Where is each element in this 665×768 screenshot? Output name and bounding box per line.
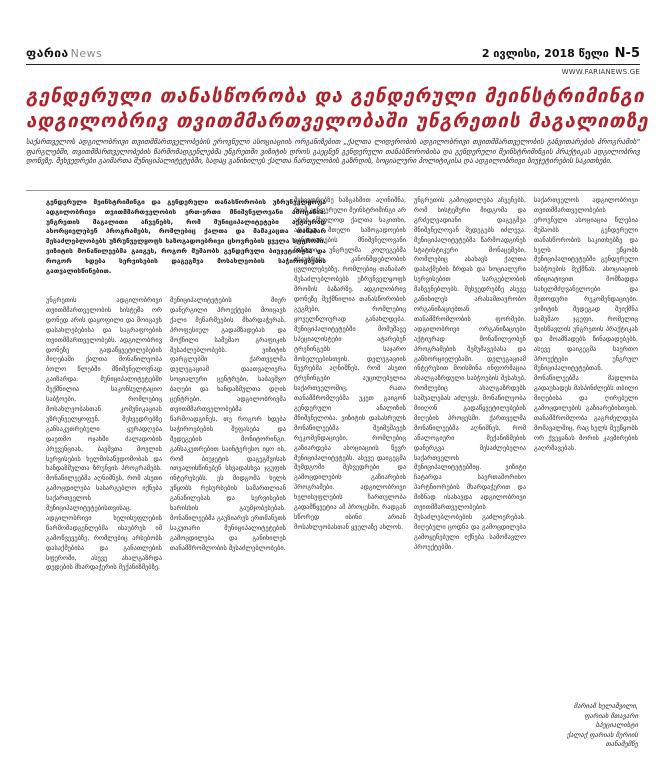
page-number: N-5 xyxy=(614,46,640,61)
author-line: სპეციალისტი xyxy=(595,721,638,730)
paper-name-text: ფარია xyxy=(26,46,69,60)
article-column-4: უნგრეთის გამოცდილება აჩვენებს, რომ სისტემური მიდგომა და გრძელვადიანი დაგეგმვა მნიშვნელოვან შედეგებს იძლევა. მუნიციპალიტეტებმა წარმოადგინეს სტატისტიკური მონაცემები, რომლებიც ასახავს ქალთა დასაქმების ზრდას და სოციალური სერვისებით სარგებლობის მაჩვენებლებს. შეხვედრებზე ასევე განიხილეს არასამთავრობო ორგანიზაციებთან თანამშრომლობის ფორმები. ადგილობრივი ორგანიზაციები აქტიურად მონაწილეობენ პროგრამების შემუშავებასა და განხორციელებაში. დელეგაციამ ინტერესით მოისმინა ინფორმაცია ახალგაზრდული საბჭოების შესახებ, რომლებიც ახალგაზრდებს საშუალებას აძლევს, მონაწილეობა მიიღონ გადაწყვეტილებების მიღების პროცესში. ქართველმა მონაწილეებმა აღნიშნეს, რომ ანალოგიური მექანიზმების დანერგვა შესაძლებელია საქართველოს მუნიციპალიტეტებშიც. ვიზიტი ჩატარდა საერთაშორისო პარტნიორების მხარდაჭერით და მიზნად ისახავდა ადგილობრივი თვითმმართველობების შესაძლებლობების გაძლიერებას. მიღებული ცოდნა და გამოცდილება გამოყენებული იქნება სამომავლო პროექტებში. xyxy=(414,196,526,551)
author-line: ქალაქ ფარიას მერიის xyxy=(566,730,638,739)
article-column-1: უნგრეთის ადგილობრივი თვითმმართველობის სისტემა ორ დონედ არის დაყოფილი და მოიცავს დასახლებებისა და საგრაფოების თვითმმართველობებს. ადგილობრივ დონეზე გადაწყვეტილებების მიღებაში ქალთა მონაწილეობა ბოლო წლებში მნიშვნელოვნად გაიზარდა. მუნიციპალიტეტებში შექმნილია საკონსულტაციო საბჭოები, რომლებიც მოსახლეობასთან კომუნიკაციას უზრუნველყოფენ. შეხვედრებზე განსაკუთრებული ყურადღება დაეთმო ოჯახში ძალადობის პრევენციას, ბავშვთა მოვლის სერვისების ხელმისაწვდომობას და ხანდაზმულთა ზრუნვის პროგრამებს. მონაწილეებმა აღნიშნეს, რომ ასეთი გამოცდილება სასარგებლო იქნება საქართველოს მუნიციპალიტეტებისთვისაც. ადგილობრივი ხელისუფლების წარმომადგენლებმა ისაუბრეს იმ გამოწვევებზე, რომლებიც არსებობს დასაქმებისა და განათლების სფეროში, ასევე ახალგაზრდა დედების მხარდაჭერის მექანიზმებზე. xyxy=(46,296,162,572)
author-line: თანაშემწე xyxy=(605,740,638,749)
article-lead: საქართველოს ადგილობრივი თვითმმართველობების ეროვნული ასოციაციის ორგანიზებით „ქალთა ლიდერობის ადგილობრივი თვითმმართველობის განვითარების პროგრამის“ ფარგლებში, თვითმმართველობების წარმომადგენლებმა უნგრეთში ვიზიტის დროს გაეცნენ გენდერული თანასწორობისა და გენდერული მეინსტრიმინგის პრაქტიკას ადგილობრივ დონეზე. შეხვედრები გაიმართა მუნიციპალიტეტებში, სადაც განიხილეს ქალთა ჩართულობის გაზრდის, სოციალური პოლიტიკისა და ადგილობრივი ბიუჯეტირების საკითხები. xyxy=(26,138,640,166)
article-column-5: საქართველოს ადგილობრივი თვითმმართველობების ეროვნული ასოციაცია წლებია მუშაობს გენდერული თანასწორობის საკითხებზე და ხელს უწყობს მუნიციპალიტეტებში გენდერული საბჭოების შექმნას. ასოციაციის ინიციატივით მომზადდა სახელმძღვანელოები და მეთოდური რეკომენდაციები. ვიზიტის შედეგად შეიქმნა სამუშაო ჯგუფი, რომელიც შეისწავლის უნგრეთის პრაქტიკას და მოამზადებს წინადადებებს. ასევე დაიგეგმა საერთო პროექტები უნგრულ მუნიციპალიტეტებთან. მონაწილეებმა მადლობა გადაუხადეს მასპინძლებს თბილი მიღებისა და ღირებული გამოცდილების გაზიარებისთვის. თანამშრომლობა გაგრძელდება მომავალშიც, რაც ხელს შეუწყობს ორ ქვეყანას შორის კავშირების გაღრმავებას. xyxy=(534,196,638,452)
author-signature xyxy=(534,702,638,762)
site-url[interactable]: WWW.FARIANEWS.GE xyxy=(561,68,640,76)
article-column-2: მუნიციპალიტეტების მიერ დანერგილი პროექტები მოიცავს ქალი მეწარმეების მხარდაჭერას, პროფესიულ გადამზადებას და მოქნილი სამუშაო გრაფიკის შესაძლებლობებს. ვიზიტის ფარგლებში ქართველმა დელეგაციამ დაათვალიერა სოციალური ცენტრები, საბავშვო ბაღები და ხანდაზმულთა დღის ცენტრები. ადგილობრივმა თვითმმართველობებმა წარმოადგინეს, თუ როგორ ხდება საჭიროებების შეფასება და შედეგების მონიტორინგი. განსაკუთრებით საინტერესო იყო ის, რომ ბიუჯეტის დაგეგმვისას ითვალისწინებენ სხვადასხვა ჯგუფის ინტერესებს. ეს მიდგომა ხელს უწყობს რესურსების სამართლიან განაწილებას და სერვისების ხარისხის გაუმჯობესებას. მონაწილეებმა გაუზიარეს ერთმანეთს საკუთარი მუნიციპალიტეტების გამოცდილება და განიხილეს თანამშრომლობის შესაძლებლობები. xyxy=(170,296,286,552)
paper-name-suffix: News xyxy=(70,47,103,60)
article-column-3: შეხვედრებზე ხაზგასმით აღინიშნა, რომ გენდერული მეინსტრიმინგი არ არის მხოლოდ ქალთა საკითხი, არამედ მთელი საზოგადოების განვითარების მნიშვნელოვანი ნაწილი. უნგრელმა კოლეგებმა ისაუბრეს კანონმდებლობის ცვლილებებზე, რომლებიც თანაბარ შესაძლებლობებს უზრუნველყოფს შრომის ბაზარზე. ადგილობრივ დონეზე შექმნილია თანასწორობის გეგმები, რომლებიც ყოველწლიურად განახლდება. მუნიციპალიტეტებში მომუშავე სპეციალისტები ატარებენ ტრენინგებს საჯარო მოხელეებისთვის. დელეგაციის წევრებმა აღნიშნეს, რომ ასეთი ტრენინგები აუცილებელია საქართველოშიც, რათა თანამშრომლებმა უკეთ გაიგონ გენდერული ანალიზის მნიშვნელობა. ვიზიტის დასასრულს მონაწილეებმა შეიმუშავეს რეკომენდაციები, რომლებიც გაზიარდება ასოციაციის წევრ მუნიციპალიტეტებს. ასევე დაიგეგმა შემდგომი შეხვედრები და გამოცდილების გაზიარების პროგრამები. ადგილობრივი ხელისუფლების ჩართულობა გადამწყვეტია ამ პროცესში, რადგან სწორედ ისინი არიან მოსახლეობასთან ყველაზე ახლოს. xyxy=(294,196,406,531)
headline-line-1: გენდერული თანასწორობა და გენდერული მეინსტრიმინგი xyxy=(26,85,645,107)
author-line: ფარიას მთავარი xyxy=(584,711,638,720)
masthead-bar xyxy=(26,44,640,65)
author-line: მარიამ ხელაშვილი, xyxy=(573,702,638,710)
article-intro: გენდერული მეინსტრიმინგი და გენდერული თანასწორობის უზრუნველყოფა ადგილობრივი თვითმმართველობის ერთ-ერთი მნიშვნელოვანი ამოცანაა. უნგრეთის მაგალითი აჩვენებს, რომ მუნიციპალიტეტები აქტიურად ახორციელებენ პროგრამებს, რომლებიც ქალთა და მამაკაცთა თანაბარ შესაძლებლობებს უზრუნველყოფს საზოგადოებრივი ცხოვრების ყველა სფეროში. ვიზიტის მონაწილეებმა გაიგეს, როგორ მუშაობს გენდერული ბიუჯეტირება და როგორ ხდება სერვისების დაგეგმვა მოსახლეობის საჭიროებების გათვალისწინებით. xyxy=(46,198,326,275)
paper-name xyxy=(26,46,102,60)
issue-date-text: 2 ივლისი, 2018 წელი xyxy=(481,47,609,60)
headline-line-2: ადგილობრივ თვითმმართველობაში უნგრეთის მაგალითზე xyxy=(26,110,649,132)
article-headline xyxy=(26,84,649,134)
section-divider xyxy=(26,190,640,191)
issue-date xyxy=(482,46,640,61)
